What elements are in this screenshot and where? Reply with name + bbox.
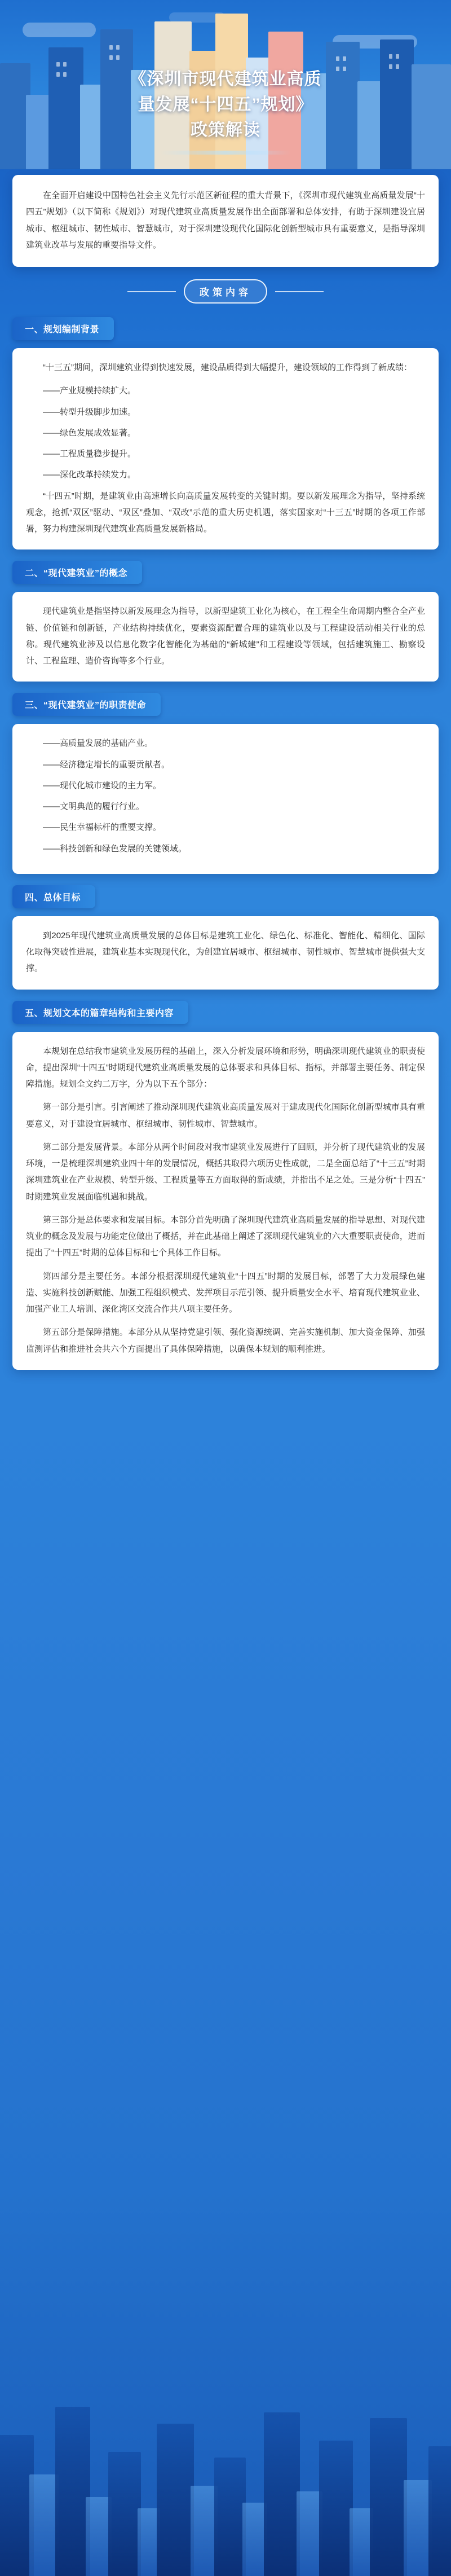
section-1-paragraph-3: ——转型升级脚步加速。 (43, 407, 136, 417)
bottom-skyline-decoration (0, 2339, 451, 2576)
main-content (0, 155, 451, 1573)
section-5-paragraph-3: 第二部分是发展背景。本部分从两个时间段对我市建筑业发展进行了回顾，并分析了现代建筑业的发展环境，一是梳理深圳建筑业四十年的发展情况，概括其取得六项历史性成就，二是全面总结了“十三五”时期深圳建筑业在产业规模、转型升级、工程质量等五方面取得的新成绩，并指出不足之处。三是分析“十四五”时期建筑业发展面临机遇和挑战。 (26, 1142, 425, 1202)
title-underline-decoration (161, 151, 290, 155)
section-5-heading-holder (12, 1001, 439, 1032)
section-1 (12, 317, 439, 550)
section-4-body (12, 916, 439, 990)
section-1-paragraph-6: ——深化改革持续发力。 (43, 470, 136, 480)
section-3-paragraph-6: ——科技创新和绿色发展的关键领域。 (43, 843, 187, 854)
section-3-body (12, 724, 439, 874)
section-1-paragraph-1: “十三五”期间，深圳建筑业得到快速发展，建设品质得到大幅提升，建设领域的工作得到了新成绩： (43, 363, 412, 372)
section-3-paragraph-2: ——经济稳定增长的重要贡献者。 (43, 759, 170, 770)
section-3-heading-holder (12, 693, 439, 724)
section-1-paragraph-4: ——绿色发展成效显著。 (43, 428, 136, 438)
section-3 (12, 693, 439, 874)
page-header (0, 0, 451, 155)
policy-content-label: 政策内容 (184, 279, 267, 304)
section-1-paragraph-7: “十四五”时期，是建筑业由高速增长向高质量发展转变的关键时期。要以新发展理念为指导，坚持系统观念，抢抓“双区”驱动、“双区”叠加、“双改”示范的重大历史机遇，落实国家对“十三五”时期的各项工作部署，努力构建深圳现代建筑业高质量发展新格局。 (26, 491, 425, 534)
section-3-paragraph-5: ——民生幸福标杆的重要支撑。 (43, 823, 162, 833)
section-2-body (12, 592, 439, 682)
section-3-paragraph-3: ——现代化城市建设的主力军。 (43, 780, 162, 790)
section-2-heading-holder (12, 561, 439, 592)
page-title-line-1: 《深圳市现代建筑业高质 (129, 70, 322, 89)
page-title-line-2: 量发展“十四五”规划》 (138, 95, 313, 114)
intro-paragraph: 在全面开启建设中国特色社会主义先行示范区新征程的重大背景下，《深圳市现代建筑业高质量发展“十四五”规划》（以下简称《规划》）对现代建筑业高质量发展作出全面部署和总体安排，有助于深圳建设宜居城市、枢纽城市、韧性城市、智慧城市，对于深圳建设现代化国际化创新型城市具有重要意义，是指导深圳建筑业改革与发展的重要指导文件。 (26, 191, 425, 250)
page-title (0, 67, 451, 143)
section-4-heading: 四、总体目标 (12, 885, 95, 908)
section-5 (12, 1001, 439, 1370)
section-1-body (12, 348, 439, 550)
section-1-heading: 一、规划编制背景 (12, 317, 114, 340)
section-1-paragraph-2: ——产业规模持续扩大。 (43, 386, 136, 396)
section-2-heading: 二、“现代建筑业”的概念 (12, 561, 142, 584)
section-5-paragraph-1: 本规划在总结我市建筑业发展历程的基础上，深入分析发展环境和形势，明确深圳现代建筑业的职责使命，提出深圳“十四五”时期现代建筑业高质量发展的总体要求和具体目标、指标，并部署主要任务、制定保障措施。规划全文约二万字，分为以下五个部分： (26, 1046, 425, 1089)
section-1-heading-holder (12, 317, 439, 348)
section-5-heading: 五、规划文本的篇章结构和主要内容 (12, 1001, 188, 1024)
section-2 (12, 561, 439, 682)
policy-content-banner (12, 279, 439, 304)
banner-right-rule (275, 291, 324, 292)
section-5-paragraph-6: 第五部分是保障措施。本部分从从坚持党建引领、强化资源统调、完善实施机制、加大资金保障、加强监测评估和推进社会共六个方面提出了具体保障措施，以确保本规划的顺利推进。 (26, 1327, 425, 1354)
section-4-heading-holder (12, 885, 439, 916)
section-3-paragraph-4: ——文明典范的履行行业。 (43, 802, 145, 811)
section-5-paragraph-5: 第四部分是主要任务。本部分根据深圳现代建筑业“十四五”时期的发展目标，部署了大力发展绿色建造、实施科技创新赋能、加强工程组织模式、发挥项目示范引领、提升质量安全水平、培育现代建筑业业、加强产业工人培训、深化湾区交流合作共八项主要任务。 (26, 1271, 425, 1314)
section-5-paragraph-2: 第一部分是引言。引言阐述了推动深圳现代建筑业高质量发展对于建成现代化国际化创新型城市具有重要意义，对于建设宜居城市、枢纽城市、韧性城市、智慧城市。 (26, 1102, 425, 1129)
banner-left-rule (127, 291, 176, 292)
section-1-paragraph-5: ——工程质量稳步提升。 (43, 449, 136, 459)
section-2-paragraph-1: 现代建筑业是指坚持以新发展理念为指导，以新型建筑工业化为核心，在工程全生命周期内整合全产业链、价值链和创新链，产业结构持续优化，要素资源配置合理的建筑业以及与工程建设活动相关行业的总称。现代建筑业涉及以信息化数字化智能化为基础的“新城建”和工程建设等领域，包括建筑施工、勘察设计、工程监理、造价咨询等多个行业。 (26, 606, 425, 666)
intro-card (12, 175, 439, 267)
section-5-body (12, 1032, 439, 1370)
section-5-paragraph-4: 第三部分是总体要求和发展目标。本部分首先明确了深圳现代建筑业高质量发展的指导思想、对现代建筑业的概念及发展与功能定位做出了概括，并在此基础上阐述了深圳现代建筑业的六大重要职责使命，进而提出了“十四五”时期的总体目标和七个具体工作目标。 (26, 1215, 425, 1258)
section-4-paragraph-1: 到2025年现代建筑业高质量发展的总体目标是建筑工业化、绿色化、标准化、智能化、精细化、国际化取得突破性进展，建筑业基本实现现代化，为创建宜居城市、枢纽城市、韧性城市、智慧城市提供强大支撑。 (26, 930, 425, 974)
page-title-line-3: 政策解读 (191, 121, 260, 139)
section-4 (12, 885, 439, 990)
section-3-heading: 三、“现代建筑业”的职责使命 (12, 693, 161, 716)
section-3-paragraph-1: ——高质量发展的基础产业。 (43, 738, 153, 749)
footer-spacer (12, 1381, 439, 1528)
